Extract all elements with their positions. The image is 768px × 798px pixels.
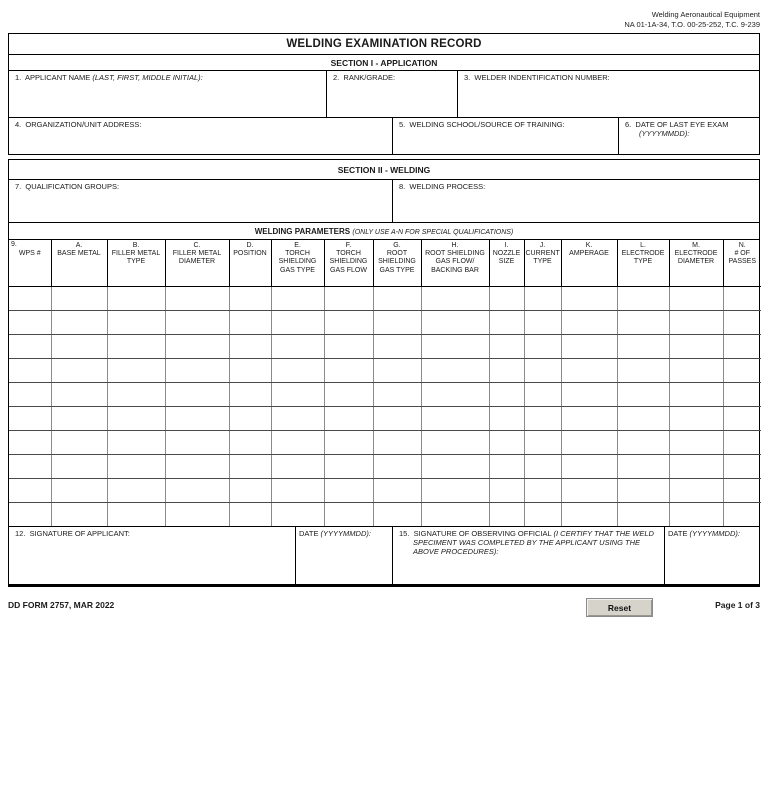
cell-wps[interactable] [9, 310, 51, 334]
parameters-data-row [9, 358, 761, 382]
doc-ref-line1: Welding Aeronautical Equipment [651, 10, 760, 19]
cell-number-of-passes[interactable] [723, 454, 761, 478]
cell-base-metal[interactable] [51, 454, 107, 478]
cell-torch-shielding-gas-type[interactable] [271, 286, 324, 310]
cell-root-shielding-gas-type[interactable] [373, 382, 421, 406]
welder-id-field[interactable] [457, 71, 759, 117]
cell-number-of-passes[interactable] [723, 382, 761, 406]
cell-nozzle-size[interactable] [489, 382, 524, 406]
cell-position[interactable] [229, 358, 271, 382]
cell-electrode-diameter[interactable] [669, 406, 723, 430]
welding-parameters-table [9, 240, 761, 526]
document-reference [624, 10, 760, 29]
cell-wps[interactable] [9, 382, 51, 406]
welding-examination-form [8, 33, 760, 587]
form-footer [8, 597, 760, 619]
cell-base-metal[interactable] [51, 358, 107, 382]
page-indicator: Page 1 of 3 [715, 600, 760, 610]
cell-amperage[interactable] [561, 310, 617, 334]
cell-filler-metal-type[interactable] [107, 478, 165, 502]
cell-base-metal[interactable] [51, 406, 107, 430]
cell-base-metal[interactable] [51, 478, 107, 502]
cell-amperage[interactable] [561, 454, 617, 478]
parameters-title-note: (ONLY USE A-N FOR SPECIAL QUALIFICATIONS) [352, 229, 514, 236]
welder-id-label: 3. WELDER INDENTIFICATION NUMBER: [464, 73, 610, 82]
cell-torch-shielding-gas-type[interactable] [271, 310, 324, 334]
cell-amperage[interactable] [561, 358, 617, 382]
parameters-data-row [9, 454, 761, 478]
cell-filler-metal-type[interactable] [107, 502, 165, 526]
welding-process-label: 8. WELDING PROCESS: [399, 182, 486, 191]
cell-nozzle-size[interactable] [489, 406, 524, 430]
cell-number-of-passes[interactable] [723, 502, 761, 526]
cell-torch-shielding-gas-flow[interactable] [324, 358, 373, 382]
form-id: DD FORM 2757, MAR 2022 [8, 600, 115, 610]
cell-torch-shielding-gas-type[interactable] [271, 430, 324, 454]
cell-root-shielding-gas-type[interactable] [373, 358, 421, 382]
cell-root-shielding-gas-flow[interactable] [421, 358, 489, 382]
cell-nozzle-size[interactable] [489, 454, 524, 478]
parameters-data-row [9, 286, 761, 310]
cell-root-shielding-gas-flow[interactable] [421, 310, 489, 334]
cell-filler-metal-type[interactable] [107, 286, 165, 310]
cell-electrode-type[interactable] [617, 430, 669, 454]
cell-torch-shielding-gas-flow[interactable] [324, 406, 373, 430]
field-row-2 [8, 117, 760, 155]
observing-official-date-label: DATE (YYYYMMDD): [668, 529, 740, 538]
cell-filler-metal-diameter[interactable] [165, 502, 229, 526]
cell-electrode-diameter[interactable] [669, 382, 723, 406]
rank-grade-field[interactable] [326, 71, 457, 117]
cell-current-type[interactable] [524, 478, 561, 502]
cell-filler-metal-type[interactable] [107, 454, 165, 478]
cell-electrode-type[interactable] [617, 334, 669, 358]
cell-current-type[interactable] [524, 334, 561, 358]
cell-root-shielding-gas-flow[interactable] [421, 406, 489, 430]
observing-official-date-field[interactable] [664, 527, 759, 584]
parameters-data-row [9, 406, 761, 430]
signature-row [8, 526, 760, 587]
applicant-name-label: 1. APPLICANT NAME (LAST, FIRST, MIDDLE INITIAL): [15, 73, 203, 82]
cell-torch-shielding-gas-type[interactable] [271, 406, 324, 430]
column-header-wps: 9. WPS # [9, 240, 51, 286]
cell-position[interactable] [229, 334, 271, 358]
cell-amperage[interactable] [561, 478, 617, 502]
cell-number-of-passes[interactable] [723, 430, 761, 454]
cell-current-type[interactable] [524, 406, 561, 430]
cell-current-type[interactable] [524, 382, 561, 406]
cell-root-shielding-gas-flow[interactable] [421, 382, 489, 406]
cell-filler-metal-type[interactable] [107, 406, 165, 430]
eye-exam-date-field[interactable] [618, 118, 759, 154]
column-header-root-shielding-gas-flow: H. ROOT SHIELDING GAS FLOW/ BACKING BAR [421, 240, 489, 286]
cell-number-of-passes[interactable] [723, 310, 761, 334]
cell-electrode-type[interactable] [617, 310, 669, 334]
cell-torch-shielding-gas-flow[interactable] [324, 502, 373, 526]
cell-base-metal[interactable] [51, 286, 107, 310]
parameters-table-container [8, 239, 760, 527]
cell-root-shielding-gas-type[interactable] [373, 478, 421, 502]
cell-electrode-diameter[interactable] [669, 454, 723, 478]
cell-electrode-diameter[interactable] [669, 310, 723, 334]
cell-filler-metal-diameter[interactable] [165, 334, 229, 358]
cell-number-of-passes[interactable] [723, 334, 761, 358]
cell-electrode-type[interactable] [617, 286, 669, 310]
doc-ref-line2: NA 01-1A-34, T.O. 00-25-252, T.C. 9-239 [624, 19, 760, 29]
cell-nozzle-size[interactable] [489, 358, 524, 382]
cell-root-shielding-gas-flow[interactable] [421, 478, 489, 502]
cell-amperage[interactable] [561, 430, 617, 454]
cell-amperage[interactable] [561, 334, 617, 358]
column-header-amperage: K. AMPERAGE [561, 240, 617, 286]
welding-process-field[interactable] [392, 180, 759, 222]
welding-school-field[interactable] [392, 118, 618, 154]
cell-position[interactable] [229, 310, 271, 334]
observing-official-signature-label: 15. SIGNATURE OF OBSERVING OFFICIAL (I CERTIFY THAT THE WELD SPECIMENT WAS COMPLETED BY THE APPLICANT USING THE ABOVE PROCEDURES): [399, 529, 654, 556]
cell-electrode-type[interactable] [617, 358, 669, 382]
cell-torch-shielding-gas-type[interactable] [271, 334, 324, 358]
cell-number-of-passes[interactable] [723, 406, 761, 430]
cell-wps[interactable] [9, 334, 51, 358]
cell-current-type[interactable] [524, 502, 561, 526]
rank-grade-label: 2. RANK/GRADE: [333, 73, 396, 82]
cell-current-type[interactable] [524, 430, 561, 454]
cell-torch-shielding-gas-type[interactable] [271, 382, 324, 406]
parameters-data-row [9, 310, 761, 334]
column-header-current-type: J. CURRENT TYPE [524, 240, 561, 286]
cell-current-type[interactable] [524, 358, 561, 382]
column-header-filler-metal-type: B. FILLER METAL TYPE [107, 240, 165, 286]
cell-electrode-type[interactable] [617, 382, 669, 406]
cell-filler-metal-diameter[interactable] [165, 382, 229, 406]
cell-electrode-diameter[interactable] [669, 358, 723, 382]
cell-number-of-passes[interactable] [723, 286, 761, 310]
cell-amperage[interactable] [561, 502, 617, 526]
cell-base-metal[interactable] [51, 430, 107, 454]
cell-torch-shielding-gas-flow[interactable] [324, 310, 373, 334]
cell-electrode-type[interactable] [617, 454, 669, 478]
column-header-number-of-passes: N. # OF PASSES [723, 240, 761, 286]
cell-torch-shielding-gas-type[interactable] [271, 478, 324, 502]
cell-wps[interactable] [9, 454, 51, 478]
column-header-nozzle-size: I. NOZZLE SIZE [489, 240, 524, 286]
cell-current-type[interactable] [524, 454, 561, 478]
column-header-base-metal: A. BASE METAL [51, 240, 107, 286]
applicant-signature-label: 12. SIGNATURE OF APPLICANT: [15, 529, 130, 538]
cell-base-metal[interactable] [51, 334, 107, 358]
column-header-torch-shielding-gas-type: E. TORCH SHIELDING GAS TYPE [271, 240, 324, 286]
cell-root-shielding-gas-type[interactable] [373, 454, 421, 478]
column-header-torch-shielding-gas-flow: F. TORCH SHIELDING GAS FLOW [324, 240, 373, 286]
cell-number-of-passes[interactable] [723, 478, 761, 502]
cell-root-shielding-gas-type[interactable] [373, 310, 421, 334]
cell-filler-metal-diameter[interactable] [165, 430, 229, 454]
qualification-groups-field[interactable] [9, 180, 392, 222]
cell-root-shielding-gas-flow[interactable] [421, 334, 489, 358]
eye-exam-date-label: 6. DATE OF LAST EYE EXAM (YYYYMMDD): [625, 120, 729, 138]
cell-torch-shielding-gas-type[interactable] [271, 454, 324, 478]
cell-current-type[interactable] [524, 286, 561, 310]
cell-torch-shielding-gas-flow[interactable] [324, 430, 373, 454]
cell-position[interactable] [229, 286, 271, 310]
parameters-data-row [9, 478, 761, 502]
cell-position[interactable] [229, 478, 271, 502]
cell-electrode-type[interactable] [617, 502, 669, 526]
column-header-position: D. POSITION [229, 240, 271, 286]
cell-root-shielding-gas-flow[interactable] [421, 430, 489, 454]
welding-parameters-title [8, 222, 760, 240]
cell-base-metal[interactable] [51, 502, 107, 526]
parameters-title-text: WELDING PARAMETERS [254, 227, 353, 236]
cell-nozzle-size[interactable] [489, 286, 524, 310]
cell-torch-shielding-gas-flow[interactable] [324, 454, 373, 478]
parameters-data-row [9, 502, 761, 526]
cell-root-shielding-gas-type[interactable] [373, 286, 421, 310]
observing-official-signature-field[interactable] [392, 527, 664, 584]
cell-filler-metal-diameter[interactable] [165, 286, 229, 310]
cell-root-shielding-gas-flow[interactable] [421, 454, 489, 478]
cell-nozzle-size[interactable] [489, 430, 524, 454]
reset-button[interactable]: Reset [586, 598, 653, 617]
cell-wps[interactable] [9, 502, 51, 526]
cell-nozzle-size[interactable] [489, 502, 524, 526]
row-number-9: 9. [11, 241, 17, 248]
cell-filler-metal-diameter[interactable] [165, 310, 229, 334]
column-header-root-shielding-gas-type: G. ROOT SHIELDING GAS TYPE [373, 240, 421, 286]
field-row-1 [8, 70, 760, 118]
parameters-body [9, 286, 761, 526]
cell-electrode-type[interactable] [617, 406, 669, 430]
cell-base-metal[interactable] [51, 310, 107, 334]
cell-filler-metal-diameter[interactable] [165, 358, 229, 382]
cell-wps[interactable] [9, 286, 51, 310]
welding-school-label: 5. WELDING SCHOOL/SOURCE OF TRAINING: [399, 120, 565, 129]
cell-nozzle-size[interactable] [489, 310, 524, 334]
cell-position[interactable] [229, 430, 271, 454]
applicant-signature-field[interactable] [9, 527, 295, 584]
cell-root-shielding-gas-type[interactable] [373, 406, 421, 430]
cell-filler-metal-diameter[interactable] [165, 478, 229, 502]
cell-filler-metal-type[interactable] [107, 310, 165, 334]
applicant-name-field[interactable] [9, 71, 326, 117]
cell-filler-metal-type[interactable] [107, 358, 165, 382]
cell-torch-shielding-gas-flow[interactable] [324, 382, 373, 406]
cell-electrode-diameter[interactable] [669, 502, 723, 526]
cell-amperage[interactable] [561, 406, 617, 430]
column-header-filler-metal-diameter: C. FILLER METAL DIAMETER [165, 240, 229, 286]
cell-current-type[interactable] [524, 310, 561, 334]
parameters-header-row [9, 240, 761, 286]
section2-header: SECTION II - WELDING [8, 159, 760, 180]
cell-root-shielding-gas-flow[interactable] [421, 286, 489, 310]
cell-root-shielding-gas-type[interactable] [373, 334, 421, 358]
cell-position[interactable] [229, 382, 271, 406]
section1-header: SECTION I - APPLICATION [8, 54, 760, 71]
cell-torch-shielding-gas-flow[interactable] [324, 478, 373, 502]
column-header-electrode-diameter: M. ELECTRODE DIAMETER [669, 240, 723, 286]
organization-address-label: 4. ORGANIZATION/UNIT ADDRESS: [15, 120, 142, 129]
cell-position[interactable] [229, 454, 271, 478]
cell-position[interactable] [229, 406, 271, 430]
cell-root-shielding-gas-type[interactable] [373, 430, 421, 454]
cell-wps[interactable] [9, 478, 51, 502]
cell-torch-shielding-gas-type[interactable] [271, 358, 324, 382]
cell-electrode-diameter[interactable] [669, 334, 723, 358]
qualification-groups-label: 7. QUALIFICATION GROUPS: [15, 182, 120, 191]
cell-amperage[interactable] [561, 382, 617, 406]
cell-electrode-diameter[interactable] [669, 430, 723, 454]
applicant-date-field[interactable] [295, 527, 392, 584]
cell-filler-metal-type[interactable] [107, 382, 165, 406]
parameters-data-row [9, 334, 761, 358]
parameters-data-row [9, 430, 761, 454]
parameters-data-row [9, 382, 761, 406]
cell-filler-metal-type[interactable] [107, 334, 165, 358]
cell-wps[interactable] [9, 406, 51, 430]
cell-nozzle-size[interactable] [489, 334, 524, 358]
cell-electrode-diameter[interactable] [669, 478, 723, 502]
field-row-3 [8, 179, 760, 223]
cell-nozzle-size[interactable] [489, 478, 524, 502]
cell-root-shielding-gas-type[interactable] [373, 502, 421, 526]
cell-torch-shielding-gas-type[interactable] [271, 502, 324, 526]
cell-electrode-diameter[interactable] [669, 286, 723, 310]
cell-electrode-type[interactable] [617, 478, 669, 502]
cell-root-shielding-gas-flow[interactable] [421, 502, 489, 526]
organization-address-field[interactable] [9, 118, 392, 154]
cell-base-metal[interactable] [51, 382, 107, 406]
cell-wps[interactable] [9, 430, 51, 454]
cell-number-of-passes[interactable] [723, 358, 761, 382]
cell-filler-metal-diameter[interactable] [165, 454, 229, 478]
column-header-electrode-type: L. ELECTRODE TYPE [617, 240, 669, 286]
cell-filler-metal-diameter[interactable] [165, 406, 229, 430]
cell-filler-metal-type[interactable] [107, 430, 165, 454]
cell-position[interactable] [229, 502, 271, 526]
applicant-date-label: DATE (YYYYMMDD): [299, 529, 371, 538]
cell-torch-shielding-gas-flow[interactable] [324, 286, 373, 310]
form-title: WELDING EXAMINATION RECORD [8, 33, 760, 55]
cell-amperage[interactable] [561, 286, 617, 310]
cell-wps[interactable] [9, 358, 51, 382]
cell-torch-shielding-gas-flow[interactable] [324, 334, 373, 358]
